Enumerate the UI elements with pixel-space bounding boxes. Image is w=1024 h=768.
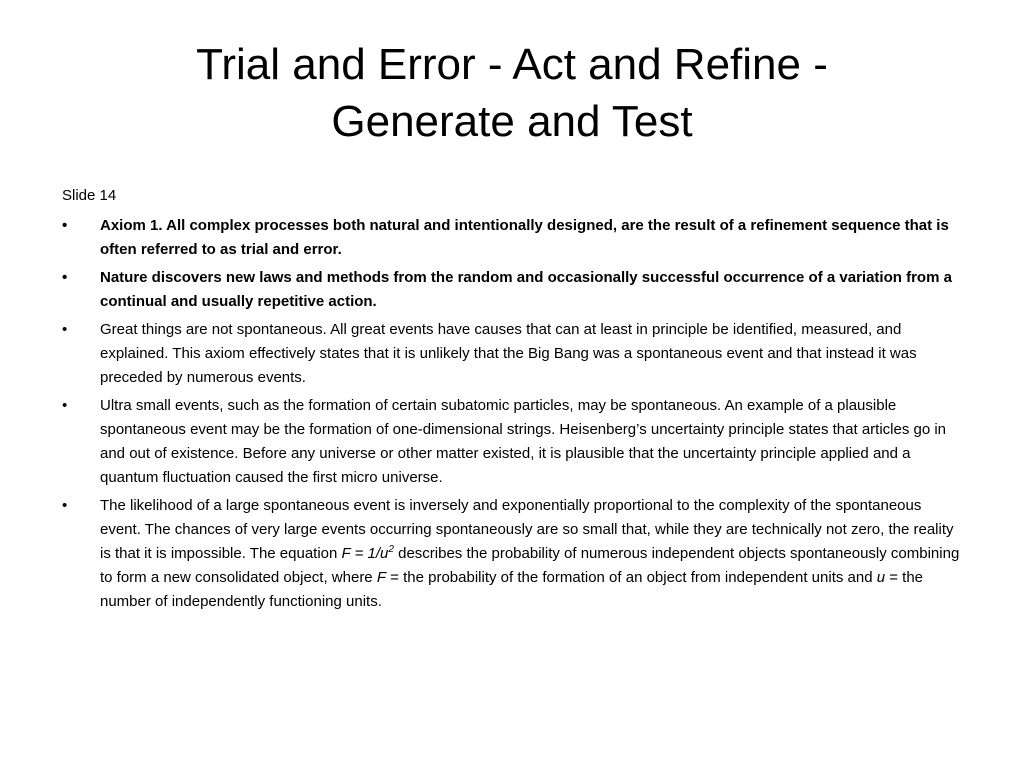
bullet-item-nature [62,266,964,314]
bullet-text: Nature discovers new laws and methods from the random and occasionally successful occurrence of a variation from a continual and usually repetitive action. [100,269,952,310]
bullet-text: Great things are not spontaneous. All great events have causes that can at least in principle be identified, measured, and explained. This axiom effectively states that it is unlikely that the Big Bang was a spontaneous event and that instead it was preceded by numerous events. [100,321,917,386]
variable-u: u [876,569,886,586]
bullet-text-part-3: = the probability of the formation of an object from independent units and [386,569,877,586]
bullet-dot: • [62,321,68,338]
bullet-dot: • [62,497,68,514]
bullet-item-axiom [62,214,964,262]
bullet-item-likelihood [62,494,964,614]
bullet-dot: • [62,397,68,414]
bullet-text [100,497,959,610]
slide-title-line-1: Trial and Error - Act and Refine - [196,40,828,89]
bullet-dot: • [62,269,68,286]
bullet-item-ultra-small [62,394,964,490]
bullet-list [62,214,964,618]
bullet-text-part-4: = the number of independently functioning units. [100,569,924,610]
bullet-text: Ultra small events, such as the formation of certain subatomic particles, may be spontaneous. An example of a plausible spontaneous event may be the formation of one-dimensional strings. Heisenberg’s uncertainty principle states that articles go in and out of existence. Before any universe or other matter existed, it is plausible that the uncertainty principle applied and a quantum fluctuation caused the first micro universe. [100,397,947,486]
slide-title [60,36,964,150]
equation-exponent: 2 [388,544,394,555]
bullet-text-part-2: describes the probability of numerous independent objects spontaneously combining to form a new consolidated object, where [100,545,960,586]
variable-f: F [376,569,386,586]
equation [342,545,394,562]
bullet-dot: • [62,217,68,234]
bullet-item-great-things [62,318,964,390]
slide-number-label: Slide 14 [62,187,117,204]
bullet-text: Axiom 1. All complex processes both natural and intentionally designed, are the result of a refinement sequence that is often referred to as trial and error. [100,217,949,258]
bullet-text-part-1: The likelihood of a large spontaneous event is inversely and exponentially proportional to the complexity of the spontaneous event. The chances of very large events occurring spontaneously are so small that, while they are technically not zero, the reality is that it is impossible. The equation [100,497,954,562]
equation-base: F = 1/u [341,545,389,562]
slide-title-line-2: Generate and Test [331,97,693,146]
